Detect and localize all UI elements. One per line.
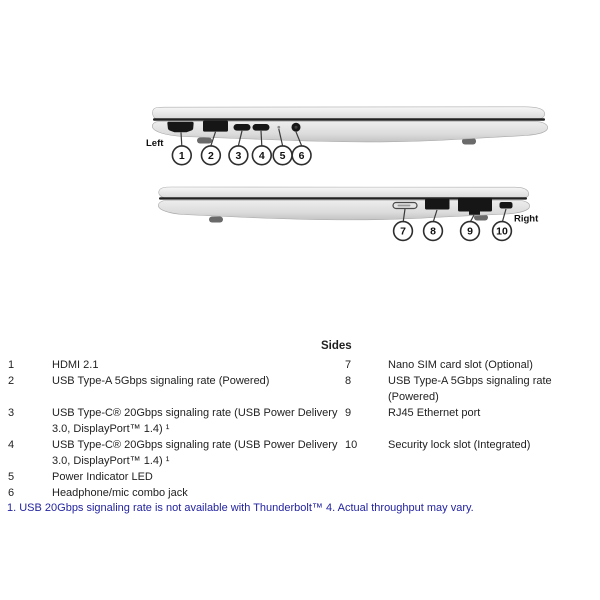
port-description: RJ45 Ethernet port — [388, 407, 481, 419]
security-lock-slot — [500, 202, 513, 209]
port-number: 3 — [8, 407, 15, 419]
power-led — [277, 126, 280, 129]
laptop-seam — [153, 118, 545, 120]
callout-number-3: 3 — [235, 150, 242, 162]
port-description: USB Type-A 5Gbps signaling rate (Powered) — [388, 375, 552, 403]
port-description: Nano SIM card slot (Optional) — [388, 359, 533, 371]
footnote: 1. USB 20Gbps signaling rate is not available with Thunderbolt™ 4. Actual throughput may vary. — [7, 502, 474, 514]
usb-a-port — [425, 199, 450, 210]
rj45-ethernet-port — [458, 198, 492, 212]
left-side-label: Left — [146, 138, 164, 149]
callout-number-1: 1 — [178, 150, 185, 162]
port-number: 6 — [8, 487, 15, 499]
port-number: 9 — [345, 407, 352, 419]
callout-line-4 — [261, 131, 262, 146]
port-description: USB Type-C® 20Gbps signaling rate (USB Power Delivery 3.0, DisplayPort™ 1.4) ¹ — [52, 439, 338, 467]
laptop-foot — [209, 217, 223, 223]
port-description: Headphone/mic combo jack — [52, 487, 188, 499]
port-description — [388, 469, 598, 485]
laptop-lid — [153, 107, 545, 119]
sides-table-title: Sides — [321, 340, 352, 352]
callout-number-9: 9 — [467, 225, 473, 238]
callout-number-10: 10 — [496, 225, 508, 238]
port-number: 8 — [345, 375, 352, 387]
laptop-foot — [197, 138, 212, 144]
callout-number-5: 5 — [279, 150, 286, 162]
port-description: Power Indicator LED — [52, 471, 153, 483]
port-number: 1 — [8, 359, 15, 371]
callout-number-2: 2 — [207, 150, 214, 162]
callout-line-1 — [181, 133, 182, 146]
callout-number-7: 7 — [400, 225, 406, 238]
usb-c-port-1 — [234, 124, 251, 131]
port-number: 4 — [8, 439, 15, 451]
ports-legend-table — [8, 357, 598, 501]
port-description: USB Type-A 5Gbps signaling rate (Powered) — [52, 375, 270, 387]
callout-number-6: 6 — [298, 150, 305, 162]
port-number — [345, 469, 388, 485]
port-number: 2 — [8, 375, 15, 387]
port-number: 5 — [8, 471, 15, 483]
port-description: HDMI 2.1 — [52, 359, 99, 371]
port-description: Security lock slot (Integrated) — [388, 439, 531, 451]
sim-card-slot-line — [398, 205, 411, 207]
callout-number-8: 8 — [430, 225, 436, 238]
port-number: 7 — [345, 359, 352, 371]
rj45-clip-notch — [469, 211, 480, 215]
right-side-label: Right — [514, 213, 539, 225]
headphone-jack-hole — [295, 126, 298, 129]
laptop-lid — [159, 187, 529, 198]
port-number: 10 — [345, 439, 358, 451]
hdmi-port — [167, 122, 193, 133]
port-description — [388, 485, 598, 501]
laptop-left-side-diagram — [135, 98, 555, 176]
usb-a-port — [203, 121, 228, 132]
port-number — [345, 485, 388, 501]
laptop-right-side-diagram — [143, 180, 555, 252]
usb-c-port-2 — [253, 124, 270, 131]
callout-number-4: 4 — [258, 150, 265, 162]
port-description: USB Type-C® 20Gbps signaling rate (USB Power Delivery 3.0, DisplayPort™ 1.4) ¹ — [52, 407, 338, 435]
